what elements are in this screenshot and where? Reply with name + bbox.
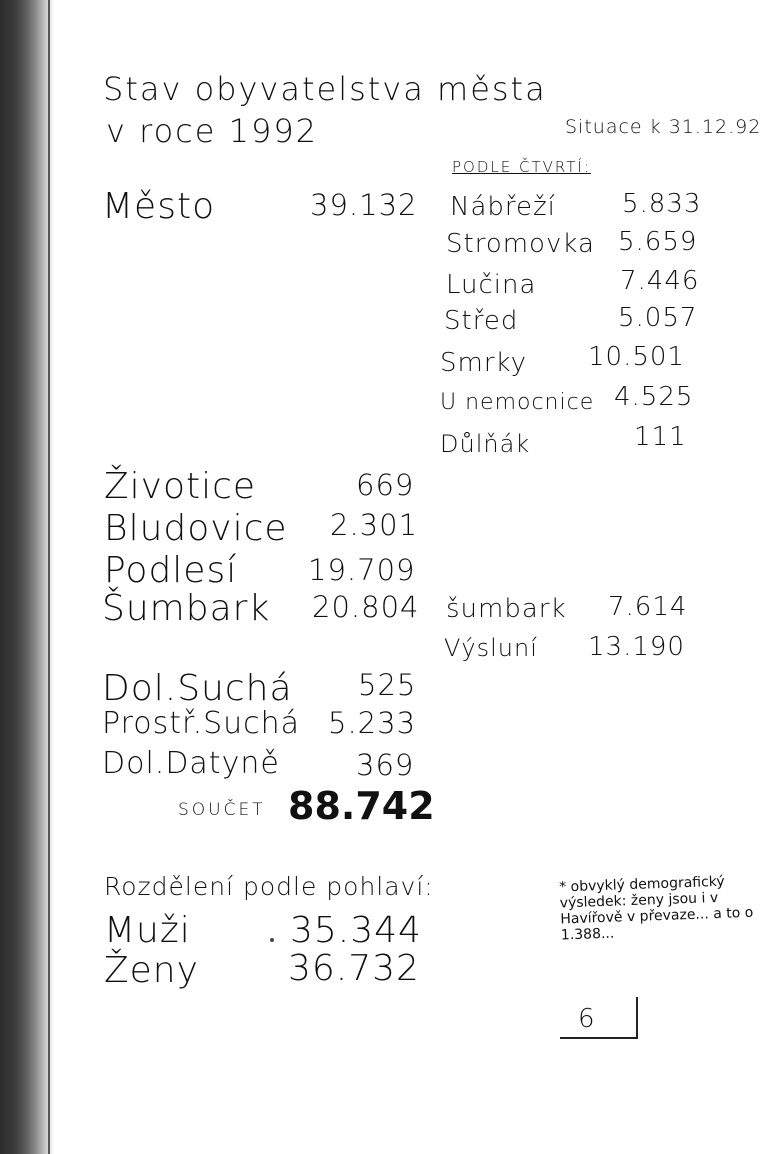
soucet-label: SOUČET (178, 800, 266, 820)
ctvrt-value: 4.525 (614, 382, 694, 412)
obec-name: Bludovice (104, 508, 288, 549)
sumbark-part-value: 7.614 (608, 592, 688, 622)
ctvrt-value: 5.659 (618, 227, 698, 257)
obec-name: Podlesí (104, 550, 238, 591)
ctvrt-name: Nábřeží (450, 192, 556, 222)
obec-value: 5.233 (328, 706, 417, 740)
sumbark-part-name: šumbark (446, 594, 567, 624)
zeny-value: 36.732 (288, 948, 420, 989)
ctvrt-name: Lučina (446, 270, 537, 300)
mesto-value: 39.132 (310, 188, 418, 222)
muzi-label: Muži (104, 910, 191, 951)
obec-name: Prostř.Suchá (102, 706, 301, 741)
ctvrt-name: Střed (444, 306, 519, 336)
sumbark-part-value: 13.190 (588, 632, 685, 662)
obec-value: 669 (356, 468, 415, 502)
muzi-value: 35.344 (290, 910, 422, 951)
sumbark-part-name: Výsluní (444, 634, 538, 662)
ctvrt-value: 5.057 (618, 303, 698, 333)
footnote: * obvyklý demografický výsledek: ženy jsou i v Havířově v převaze... a to o 1.388... (558, 873, 754, 944)
ctvrt-value: 111 (634, 422, 687, 452)
ctvrt-name: U nemocnice (440, 390, 595, 415)
obec-name: Životice (104, 466, 257, 507)
ctvrt-name: Stromovka (446, 229, 595, 259)
zeny-label: Ženy (104, 950, 199, 991)
page-number: 6 (578, 1004, 596, 1034)
obec-value: 369 (356, 748, 415, 782)
ink-dot (270, 938, 274, 942)
obec-name: Dol.Datyně (102, 746, 280, 781)
pohlavi-heading: Rozdělení podle pohlaví: (104, 872, 434, 901)
ctvrt-name: Smrky (440, 348, 528, 378)
obec-value: 19.709 (308, 553, 416, 587)
ctvrt-value: 10.501 (588, 342, 685, 372)
podle-ctvrti-heading: PODLE ČTVRTÍ: (452, 158, 591, 176)
obec-name: Šumbark (102, 588, 271, 629)
obec-name: Dol.Suchá (102, 668, 293, 709)
situace-date: Situace k 31.12.92 (565, 116, 762, 138)
page-number-box (560, 997, 638, 1039)
obec-value: 2.301 (330, 508, 419, 542)
obec-value: 525 (358, 668, 417, 702)
obec-value: 20.804 (312, 590, 420, 624)
page-title-line1: Stav obyvatelstva města (103, 70, 547, 108)
ctvrt-name: Důlňák (440, 430, 531, 458)
book-binding-shadow (0, 0, 54, 1154)
binding-edge (48, 0, 50, 1154)
mesto-label: Město (102, 186, 216, 227)
ctvrt-value: 7.446 (620, 266, 700, 296)
ctvrt-value: 5.833 (622, 189, 702, 219)
page-title-line2: v roce 1992 (106, 112, 319, 150)
soucet-value: 88.742 (288, 784, 435, 828)
